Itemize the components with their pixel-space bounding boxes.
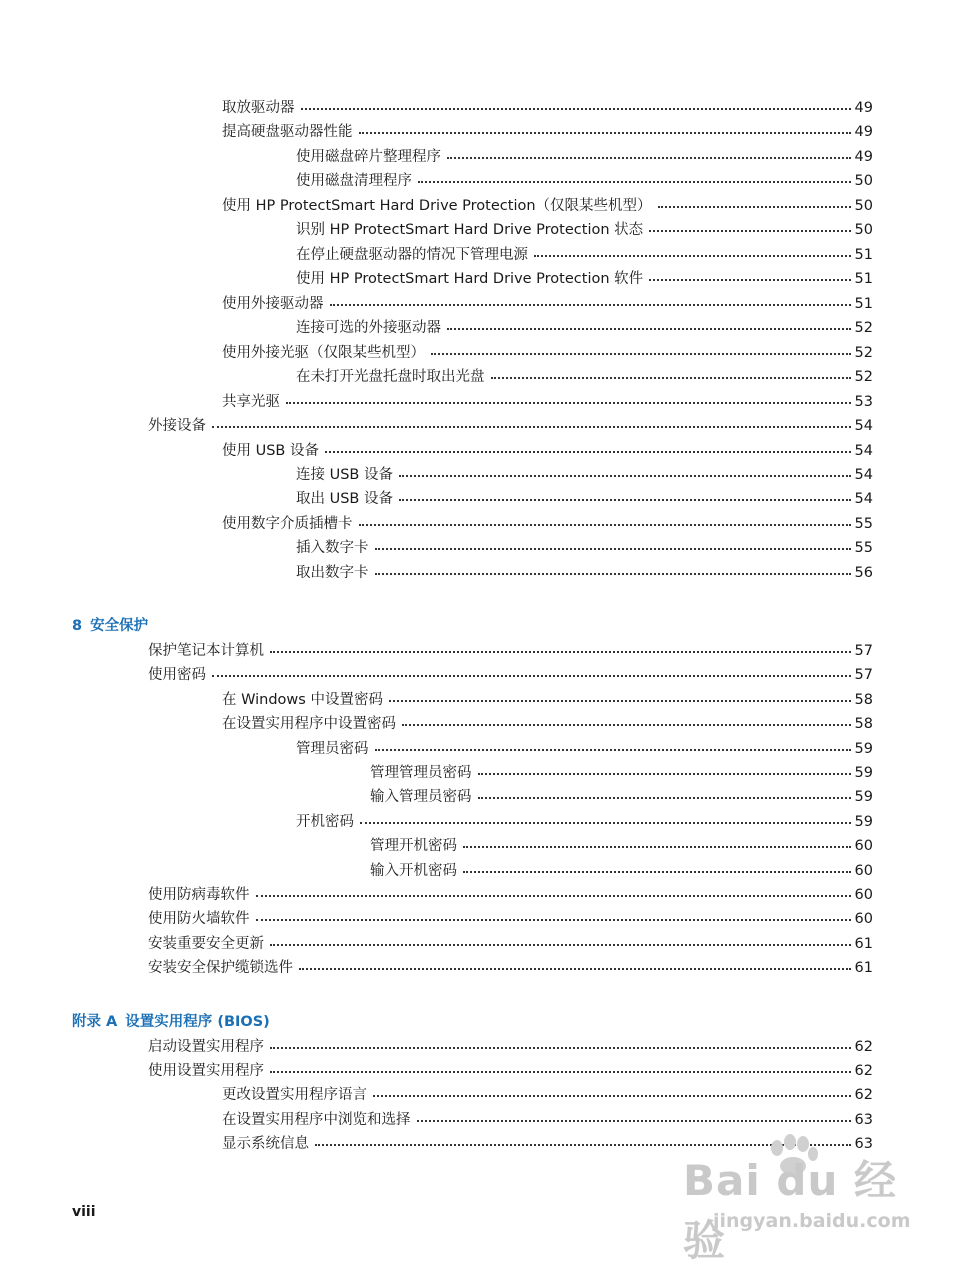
toc-entry[interactable]	[148, 909, 873, 928]
toc-entry-page: 49	[854, 149, 873, 165]
toc-entry-page: 52	[854, 345, 873, 361]
toc-entry-page: 63	[854, 1136, 873, 1152]
appendix-heading[interactable]	[72, 1013, 270, 1031]
dot-leader	[212, 414, 851, 428]
toc-entry-label: 显示系统信息	[222, 1136, 309, 1152]
watermark-url: jingyan.baidu.com	[713, 1210, 911, 1232]
toc-entry-label: 在未打开光盘托盘时取出光盘	[296, 369, 485, 385]
dot-leader	[359, 512, 851, 526]
toc-entry[interactable]	[222, 343, 873, 362]
dot-leader	[270, 1035, 851, 1049]
toc-entry[interactable]	[222, 122, 873, 141]
toc-entry-label: 输入管理员密码	[370, 789, 472, 805]
toc-entry-page: 50	[854, 222, 873, 238]
toc-entry-label: 使用数字介质插槽卡	[222, 516, 353, 532]
page-number: viii	[72, 1204, 96, 1220]
toc-entry-page: 54	[854, 491, 873, 507]
toc-entry-label: 使用外接驱动器	[222, 296, 324, 312]
toc-entry[interactable]	[296, 367, 873, 386]
watermark-logo-text: Bai du 经验	[683, 1156, 897, 1265]
dot-leader	[299, 956, 851, 970]
toc-entry-label: 更改设置实用程序语言	[222, 1087, 367, 1103]
toc-entry[interactable]	[222, 441, 873, 460]
toc-entry[interactable]	[296, 220, 873, 239]
toc-entry-label: 取出 USB 设备	[296, 491, 393, 507]
dot-leader	[212, 663, 851, 677]
toc-entry-page: 49	[854, 124, 873, 140]
toc-entry-page: 62	[854, 1039, 873, 1055]
chapter-heading[interactable]	[72, 617, 148, 635]
toc-entry[interactable]	[370, 836, 873, 855]
dot-leader	[649, 218, 850, 232]
toc-entry-label: 使用设置实用程序	[148, 1063, 264, 1079]
toc-entry-label: 使用磁盘清理程序	[296, 173, 412, 189]
toc-entry[interactable]	[222, 1085, 873, 1104]
toc-entry-label: 使用防病毒软件	[148, 887, 250, 903]
toc-entry-label: 安装重要安全更新	[148, 936, 264, 952]
dot-leader	[270, 932, 851, 946]
toc-entry-label: 使用磁盘碎片整理程序	[296, 149, 441, 165]
toc-entry-page: 60	[854, 911, 873, 927]
toc-entry-label: 输入开机密码	[370, 863, 457, 879]
dot-leader	[399, 463, 851, 477]
toc-entry-label: 使用防火墙软件	[148, 911, 250, 927]
toc-entry-label: 在设置实用程序中设置密码	[222, 716, 396, 732]
dot-leader	[270, 1059, 851, 1073]
toc-entry[interactable]	[296, 245, 873, 264]
toc-entry-label: 取放驱动器	[222, 100, 295, 116]
toc-entry-label: 在 Windows 中设置密码	[222, 692, 383, 708]
toc-entry-page: 61	[854, 960, 873, 976]
dot-leader	[301, 96, 851, 110]
toc-entry-page: 53	[854, 394, 873, 410]
toc-entry[interactable]	[148, 885, 873, 904]
toc-entry-label: 取出数字卡	[296, 565, 369, 581]
dot-leader	[649, 267, 850, 281]
toc-entry-label: 管理管理员密码	[370, 765, 472, 781]
dot-leader	[359, 120, 851, 134]
toc-entry-page: 56	[854, 565, 873, 581]
dot-leader	[325, 439, 851, 453]
toc-entry[interactable]	[296, 318, 873, 337]
toc-entry[interactable]	[370, 861, 873, 880]
toc-entry-page: 58	[854, 716, 873, 732]
toc-entry-page: 57	[854, 643, 873, 659]
dot-leader	[478, 785, 851, 799]
toc-entry-label: 连接 USB 设备	[296, 467, 393, 483]
toc-entry[interactable]	[370, 763, 873, 782]
toc-entry-label: 使用 HP ProtectSmart Hard Drive Protection（仅限某些机型）	[222, 198, 652, 214]
toc-entry[interactable]	[148, 416, 873, 435]
dot-leader	[399, 487, 851, 501]
toc-entry-label: 使用密码	[148, 667, 206, 683]
dot-leader	[330, 292, 851, 306]
toc-entry[interactable]	[148, 1037, 873, 1056]
chapter-number: 8	[72, 618, 83, 634]
dot-leader	[431, 341, 851, 355]
toc-entry[interactable]	[296, 538, 873, 557]
toc-entry[interactable]	[148, 934, 873, 953]
dot-leader	[375, 536, 851, 550]
toc-entry-page: 60	[854, 887, 873, 903]
toc-entry-label: 开机密码	[296, 814, 354, 830]
dot-leader	[360, 810, 851, 824]
toc-entry-label: 启动设置实用程序	[148, 1039, 264, 1055]
chapter-title: 安全保护	[90, 618, 149, 634]
dot-leader	[270, 639, 851, 653]
toc-entry-page: 54	[854, 418, 873, 434]
toc-entry-label: 提高硬盘驱动器性能	[222, 124, 353, 140]
toc-entry[interactable]	[296, 147, 873, 166]
toc-entry-page: 54	[854, 467, 873, 483]
toc-entry-label: 识别 HP ProtectSmart Hard Drive Protection 状态	[296, 222, 644, 238]
toc-entry[interactable]	[148, 958, 873, 977]
dot-leader	[417, 1108, 851, 1122]
toc-entry[interactable]	[148, 665, 873, 684]
toc-entry[interactable]	[222, 98, 873, 117]
toc-entry[interactable]	[296, 171, 873, 190]
toc-entry-page: 59	[854, 765, 873, 781]
toc-entry[interactable]	[296, 563, 873, 582]
toc-entry-page: 60	[854, 863, 873, 879]
toc-entry-page: 52	[854, 369, 873, 385]
toc-entry[interactable]	[148, 641, 873, 660]
toc-entry[interactable]	[296, 465, 873, 484]
appendix-number: 附录 A	[72, 1014, 118, 1030]
dot-leader	[447, 145, 851, 159]
toc-entry-page: 59	[854, 741, 873, 757]
dot-leader	[658, 194, 851, 208]
toc-entry[interactable]	[370, 787, 873, 806]
toc-entry-label: 管理员密码	[296, 741, 369, 757]
toc-entry[interactable]	[222, 690, 873, 709]
toc-entry[interactable]	[296, 489, 873, 508]
dot-leader	[463, 859, 851, 873]
toc-entry-page: 60	[854, 838, 873, 854]
dot-leader	[463, 834, 851, 848]
toc-entry-page: 55	[854, 540, 873, 556]
toc-entry[interactable]	[222, 714, 873, 733]
appendix-title: 设置实用程序 (BIOS)	[125, 1014, 270, 1030]
toc-entry-page: 51	[854, 247, 873, 263]
toc-entry-page: 59	[854, 814, 873, 830]
toc-entry-page: 54	[854, 443, 873, 459]
toc-entry-page: 61	[854, 936, 873, 952]
toc-entry-label: 使用 USB 设备	[222, 443, 319, 459]
toc-entry-page: 57	[854, 667, 873, 683]
toc-entry-page: 62	[854, 1087, 873, 1103]
toc-entry-label: 连接可选的外接驱动器	[296, 320, 441, 336]
toc-entry[interactable]	[148, 1061, 873, 1080]
toc-entry-page: 55	[854, 516, 873, 532]
dot-leader	[389, 688, 851, 702]
toc-entry-label: 保护笔记本计算机	[148, 643, 264, 659]
dot-leader	[418, 169, 851, 183]
toc-entry-label: 使用外接光驱（仅限某些机型）	[222, 345, 425, 361]
toc-entry-page: 52	[854, 320, 873, 336]
toc-entry-page: 51	[854, 296, 873, 312]
toc-entry-page: 50	[854, 198, 873, 214]
baidu-watermark	[683, 1148, 911, 1265]
toc-entry-label: 使用 HP ProtectSmart Hard Drive Protection 软件	[296, 271, 644, 287]
dot-leader	[447, 316, 851, 330]
toc-entry[interactable]	[222, 392, 873, 411]
toc-entry-label: 插入数字卡	[296, 540, 369, 556]
toc-entry[interactable]	[296, 812, 873, 831]
dot-leader	[373, 1083, 851, 1097]
dot-leader	[478, 761, 851, 775]
dot-leader	[534, 243, 851, 257]
toc-entry[interactable]	[296, 739, 873, 758]
toc-entry-page: 62	[854, 1063, 873, 1079]
dot-leader	[402, 712, 851, 726]
toc-entry-page: 59	[854, 789, 873, 805]
toc-entry-page: 50	[854, 173, 873, 189]
dot-leader	[256, 907, 851, 921]
dot-leader	[375, 561, 851, 575]
toc-entry-page: 63	[854, 1112, 873, 1128]
toc-entry-label: 在停止硬盘驱动器的情况下管理电源	[296, 247, 528, 263]
toc-entry[interactable]	[222, 1110, 873, 1129]
toc-entry-label: 外接设备	[148, 418, 206, 434]
toc-entry-label: 管理开机密码	[370, 838, 457, 854]
toc-entry[interactable]	[222, 196, 873, 215]
dot-leader	[286, 390, 851, 404]
dot-leader	[491, 365, 851, 379]
toc-entry-page: 49	[854, 100, 873, 116]
toc-entry-label: 安装安全保护缆锁选件	[148, 960, 293, 976]
toc-entry[interactable]	[222, 294, 873, 313]
toc-entry-page: 58	[854, 692, 873, 708]
toc-entry[interactable]	[222, 514, 873, 533]
dot-leader	[375, 737, 851, 751]
toc-entry-label: 在设置实用程序中浏览和选择	[222, 1112, 411, 1128]
toc-entry-label: 共享光驱	[222, 394, 280, 410]
toc-entry-page: 51	[854, 271, 873, 287]
dot-leader	[256, 883, 851, 897]
toc-entry[interactable]	[296, 269, 873, 288]
